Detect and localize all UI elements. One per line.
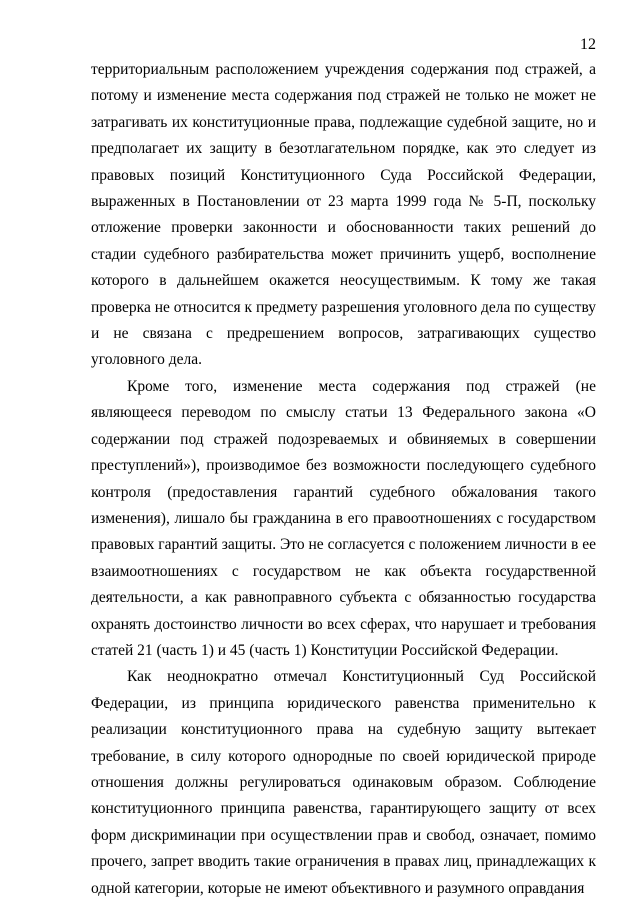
paragraph-continuation: территориальным расположением учреждения содержания под стражей, а потому и изменение места содержания под стражей не только не может не затрагивать их конституционные права, подлежащие судебной защите, но и предполагает их защиту в безотлагательном порядке, как это следует из правовых позиций Конституционного Суда Российской Федерации, выраженных в Постановлении от 23 марта 1999 года № 5-П, поскольку отложение проверки законности и обоснованности таких решений до стадии судебного разбирательства может причинить ущерб, восполнение которого в дальнейшем окажется неосуществимым. К тому же такая проверка не относится к предмету разрешения уголовного дела по существу и не связана с предрешением вопросов, затрагивающих существо уголовного дела. [91,61,596,369]
document-body [91,57,596,902]
paragraph: Как неоднократно отмечал Конституционный Суд Российской Федерации, из принципа юридического равенства применительно к реализации конституционного права на судебную защиту вытекает требование, в силу которого однородные по своей юридической природе отношения должны регулироваться одинаковым образом. Соблюдение конституционного принципа равенства, гарантирующего защиту от всех форм дискриминации при осуществлении прав и свобод, означает, помимо прочего, запрет вводить такие ограничения в правах лиц, принадлежащих к одной категории, которые не имеют объективного и разумного оправдания [91,668,596,897]
paragraph: Кроме того, изменение места содержания под стражей (не являющееся переводом по смыслу статьи 13 Федерального закона «О содержании под стражей подозреваемых и обвиняемых в совершении преступлений»), производимое без возможности последующего судебного контроля (предоставления гарантий судебного обжалования такого изменения), лишало бы гражданина в его правоотношениях с государством правовых гарантий защиты. Это не согласуется с положением личности в ее взаимоотношениях с государством не как объекта государственной деятельности, а как равноправного субъекта с обязанностью государства охранять достоинство личности во всех сферах, что нарушает и требования статей 21 (часть 1) и 45 (часть 1) Конституции Российской Федерации. [91,377,596,659]
page-number: 12 [580,36,596,53]
